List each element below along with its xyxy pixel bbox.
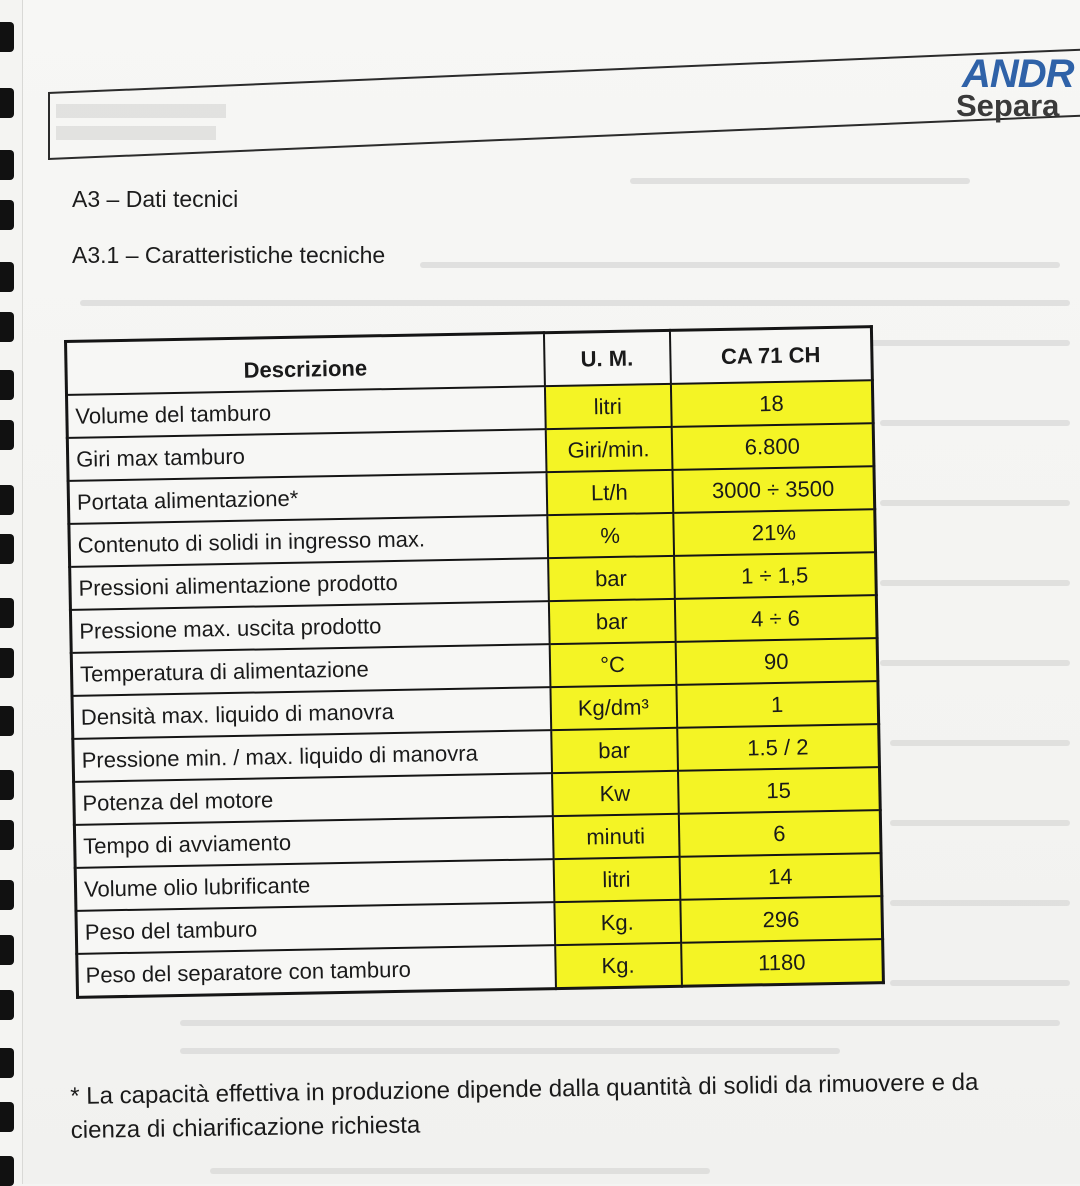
cell-description: Giri max tamburo (67, 429, 546, 481)
binding-hole (0, 150, 14, 180)
cell-unit: Kw (552, 771, 679, 816)
cell-value: 3000 ÷ 3500 (672, 466, 875, 513)
cell-description: Volume olio lubrificante (75, 859, 554, 911)
cell-unit: litri (553, 857, 680, 902)
cell-unit: Kg. (554, 900, 681, 945)
cell-value: 1180 (681, 939, 884, 986)
section-title: A3 – Dati tecnici (72, 186, 239, 212)
bleed-through-line (180, 1048, 840, 1054)
binding-hole (0, 88, 14, 118)
cell-value: 15 (677, 767, 880, 814)
cell-unit: bar (551, 728, 678, 773)
binding-hole (0, 312, 14, 342)
cell-unit: % (547, 513, 674, 558)
table-body (67, 380, 884, 997)
binding-hole (0, 648, 14, 678)
cell-value: 1 (676, 681, 879, 728)
cell-description: Temperatura di alimentazione (71, 644, 550, 696)
bleed-through-line (890, 740, 1070, 746)
binding-hole (0, 770, 14, 800)
binding-hole (0, 1102, 14, 1132)
binding-hole (0, 880, 14, 910)
cell-description: Potenza del motore (74, 773, 553, 825)
binding-hole (0, 534, 14, 564)
bleed-through-line (890, 900, 1070, 906)
cell-value: 90 (675, 638, 878, 685)
binding-hole (0, 420, 14, 450)
technical-spec-table (64, 325, 885, 999)
cell-value: 1.5 / 2 (677, 724, 880, 771)
bleed-through-line (420, 262, 1060, 268)
binding-hole (0, 935, 14, 965)
cell-description: Peso del separatore con tamburo (77, 945, 556, 997)
binding-hole (0, 22, 14, 52)
bleed-through-line (180, 1020, 1060, 1026)
cell-unit: Giri/min. (545, 427, 672, 472)
cell-description: Pressione max. uscita prodotto (70, 601, 549, 653)
brand-logo-subtitle: Separa (956, 88, 1060, 123)
cell-unit: Lt/h (546, 470, 673, 515)
cell-value: 296 (680, 896, 883, 943)
cell-value: 6.800 (671, 423, 874, 470)
header-unit: U. M. (543, 330, 670, 386)
footnote-line-2: cienza di chiarificazione richiesta (70, 1111, 421, 1144)
cell-value: 4 ÷ 6 (674, 595, 877, 642)
cell-value: 18 (670, 380, 873, 427)
binding-hole (0, 370, 14, 400)
cell-value: 6 (678, 810, 881, 857)
cell-description: Densità max. liquido di manovra (72, 687, 551, 739)
spiral-binding (0, 0, 22, 1184)
cell-description: Pressioni alimentazione prodotto (70, 558, 549, 610)
cell-description: Volume del tamburo (67, 386, 546, 438)
brand-logo: ANDR (962, 52, 1074, 96)
cell-unit: bar (548, 599, 675, 644)
bleed-through-line (880, 660, 1070, 666)
cell-unit: °C (549, 642, 676, 687)
cell-unit: litri (544, 384, 671, 429)
header-model: CA 71 CH (669, 327, 872, 384)
cell-description: Contenuto di solidi in ingresso max. (69, 515, 548, 567)
cell-unit: minuti (552, 814, 679, 859)
binding-hole (0, 598, 14, 628)
binding-hole (0, 1048, 14, 1078)
cell-unit: Kg/dm³ (550, 685, 677, 730)
bleed-through-line (210, 1168, 710, 1174)
cell-description: Peso del tamburo (76, 902, 555, 954)
faint-bleed-logo (56, 104, 236, 150)
binding-hole (0, 1156, 14, 1186)
bleed-through-line (880, 580, 1070, 586)
bleed-through-line (80, 300, 1070, 306)
cell-unit: Kg. (555, 943, 682, 989)
cell-description: Tempo di avviamento (74, 816, 553, 868)
header-rule-left (48, 92, 50, 160)
cell-description: Pressione min. / max. liquido di manovra (73, 730, 552, 782)
bleed-through-line (890, 980, 1070, 986)
section-subtitle: A3.1 – Caratteristiche tecniche (72, 242, 386, 268)
cell-unit: bar (548, 556, 675, 601)
binding-hole (0, 706, 14, 736)
bleed-through-line (880, 500, 1070, 506)
header-description: Descrizione (66, 333, 545, 395)
bleed-through-line (630, 178, 970, 184)
cell-description: Portata alimentazione* (68, 472, 547, 524)
bleed-through-line (890, 820, 1070, 826)
binding-hole (0, 485, 14, 515)
binding-hole (0, 200, 14, 230)
spec-table-container (64, 325, 896, 1000)
binding-hole (0, 820, 14, 850)
cell-value: 1 ÷ 1,5 (674, 552, 877, 599)
cell-value: 21% (673, 509, 876, 556)
footnote-line-1: * La capacità effettiva in produzione dipende dalla quantità di solidi da rimuovere e da (70, 1068, 979, 1110)
binding-hole (0, 990, 14, 1020)
bleed-through-line (880, 420, 1070, 426)
cell-value: 14 (679, 853, 882, 900)
binding-hole (0, 262, 14, 292)
